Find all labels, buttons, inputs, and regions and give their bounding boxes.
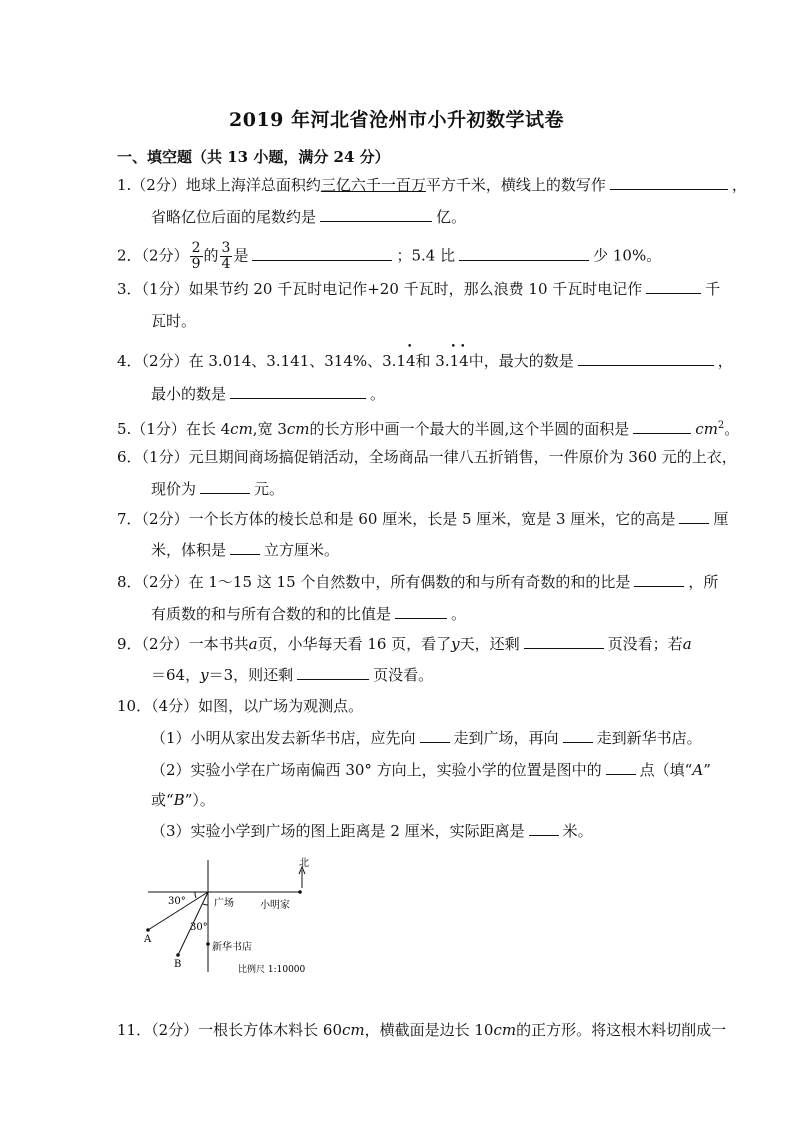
q9-line2-text: ＝64，	[151, 666, 201, 684]
q3-blank[interactable]	[646, 279, 701, 294]
question-10-part3	[151, 821, 593, 841]
square-label: 广场	[214, 898, 234, 909]
q5-end: 。	[724, 420, 740, 438]
q4-line2-end: 。	[370, 385, 386, 403]
q10-p1-text-3: 走到新华书店。	[596, 729, 702, 747]
repeating-digit: • 4	[459, 351, 469, 371]
point-b-dot	[176, 953, 180, 957]
q10-p2-quote: ”	[703, 761, 711, 779]
q7-unit: 厘	[713, 510, 729, 528]
q7-line2-end: 立方厘米。	[264, 541, 340, 559]
q1-text-2: 平方千米，横线上的数写作	[425, 176, 606, 194]
home-label: 小明家	[260, 900, 290, 911]
q5-blank[interactable]	[633, 419, 691, 434]
q2-tail: 少 10%。	[593, 246, 662, 265]
q10-p2-line2-text: 或“	[151, 791, 174, 809]
q9-var-a: a	[248, 635, 258, 653]
q10-blank-2[interactable]	[563, 728, 593, 743]
q4-blank-1[interactable]	[578, 351, 714, 366]
repeating-digit: • 4	[406, 351, 416, 371]
q11-unit-2: cm	[493, 1021, 517, 1039]
q11-text-3: 的正方形。将这根木料切削成一	[516, 1021, 727, 1039]
q4-and: 和 3.	[415, 352, 450, 370]
q10-option-a: A	[692, 761, 704, 779]
q10-blank-1[interactable]	[420, 728, 450, 743]
fraction-2-9	[190, 241, 203, 272]
angle-arc-2	[203, 904, 208, 905]
angle-label-1: 30°	[168, 896, 186, 907]
q1-blank-1[interactable]	[610, 175, 728, 190]
q4-line2-text: 最小的数是	[151, 385, 227, 403]
q2-blank-1[interactable]	[252, 246, 392, 261]
q4-text: 4．（2分）在 3.014、3.141、314%、3.1	[117, 352, 406, 370]
q9-text: 9．（2分）一本书共	[117, 635, 249, 653]
page-title: 2019 年河北省沧州市小升初数学试卷	[229, 109, 564, 131]
question-4-line2	[151, 384, 385, 404]
q6-line2-text: 现价为	[151, 480, 197, 498]
q10-p2-text: （2）实验小学在广场南偏西 30° 方向上，实验小学的位置是图中的	[151, 761, 602, 779]
section-heading: 一、填空题（共 13 小题，满分 24 分）	[117, 148, 390, 166]
q10-p2-line2-end: ”）。	[184, 791, 215, 809]
q3-unit: 千	[705, 280, 721, 298]
question-1-line2	[151, 207, 466, 227]
q5-text-3: 的长方形中画一个最大的半圆,这个半圆的面积是	[309, 420, 630, 438]
question-7	[117, 509, 728, 529]
question-8	[117, 572, 718, 592]
q10-p2-text-2: 点（填“	[639, 761, 693, 779]
question-7-line2	[151, 540, 339, 560]
q10-blank-4[interactable]	[529, 821, 559, 836]
q8-blank-1[interactable]	[634, 572, 684, 587]
question-11	[117, 1020, 726, 1040]
q1-comma: ，	[731, 176, 747, 194]
q9-var-y: y	[451, 635, 460, 653]
q3-text: 3．（1分）如果节约 20 千瓦时电记作+20 千瓦时，那么浪费 10 千瓦时电记作	[117, 280, 643, 298]
question-10: 10．（4分）如图，以广场为观测点。	[117, 697, 364, 715]
q10-p3-end: 米。	[562, 822, 593, 840]
q8-text: 8．（2分）在 1～15 这 15 个自然数中，所有偶数的和与所有奇数的和的比是	[117, 573, 631, 591]
point-a-label: A	[144, 934, 152, 945]
repeating-digit: • 1	[450, 351, 460, 371]
direction-figure	[140, 850, 340, 980]
question-9	[117, 634, 692, 654]
question-9-line2	[151, 665, 433, 685]
question-8-line2	[151, 604, 466, 624]
question-5	[117, 416, 739, 439]
q10-option-b: B	[173, 791, 185, 809]
q1-text: 1.（2分）地球上海洋总面积约	[117, 176, 321, 194]
q1-blank-2[interactable]	[320, 207, 432, 222]
q1-underlined-number: 三亿六千一百万	[320, 176, 426, 194]
q9-blank-2[interactable]	[297, 665, 369, 680]
question-4	[117, 351, 733, 371]
q6-line2-end: 元。	[254, 480, 285, 498]
q9-var-y-2: y	[200, 666, 209, 684]
scale-label: 比例尺 1:10000	[238, 965, 306, 975]
question-6: 6．（1分）元旦期间商场搞促销活动，全场商品一律八五折销售，一件原价为 360 元的上衣，	[117, 448, 737, 466]
question-10-part2	[151, 760, 711, 780]
q9-line2-text-2: ＝3，则还剩	[208, 666, 294, 684]
q4-blank-2[interactable]	[230, 384, 366, 399]
point-b-label: B	[174, 959, 182, 970]
north-label: 北	[299, 858, 309, 869]
question-2	[117, 241, 661, 272]
q9-text-4: 页没看；若	[607, 635, 683, 653]
bookstore-label: 新华书店	[212, 942, 252, 953]
q2-blank-2[interactable]	[459, 246, 589, 261]
q8-line2-end: 。	[451, 605, 467, 623]
question-1	[117, 175, 747, 195]
q8-line2-text: 有质数的和与所有合数的和的比值是	[151, 605, 392, 623]
q9-blank-1[interactable]	[524, 634, 604, 649]
q2-of: 的	[203, 246, 219, 265]
q5-text-2: ,宽 3	[252, 420, 287, 438]
q8-blank-2[interactable]	[395, 604, 447, 619]
home-dot	[298, 890, 302, 894]
q10-p1-text-2: 走到广场，再向	[453, 729, 559, 747]
q4-text-2: 中，最大的数是	[468, 352, 574, 370]
q11-unit-1: cm	[342, 1021, 365, 1039]
question-3-line2: 瓦时。	[151, 312, 197, 330]
q7-blank-2[interactable]	[230, 540, 260, 555]
q9-line2-end: 页没看。	[373, 666, 434, 684]
q8-text-2: ，所	[688, 573, 719, 591]
q7-text: 7．（2分）一个长方体的棱长总和是 60 厘米，长是 5 厘米，宽是 3 厘米，它的高是	[117, 510, 676, 528]
fraction-numerator: 2	[191, 240, 201, 256]
fraction-denominator: 4	[221, 256, 231, 272]
bookstore-dot	[206, 942, 210, 946]
fraction-3-4	[220, 241, 233, 272]
q11-text: 11．（2分）一根长方体木料长 60	[117, 1021, 342, 1039]
q4-comma: ，	[717, 352, 733, 370]
q6-blank[interactable]	[200, 479, 250, 494]
q7-blank-1[interactable]	[679, 509, 709, 524]
q9-var-a-2: a	[682, 635, 692, 653]
q1-line2-text: 省略亿位后面的尾数约是	[151, 208, 317, 226]
angle-arc-1	[195, 892, 196, 898]
q10-p1-text: （1）小明从家出发去新华书店，应先向	[151, 729, 416, 747]
q5-area-unit: cm	[695, 420, 718, 438]
question-10-part1	[151, 728, 702, 748]
q5-unit-2: cm	[286, 420, 310, 438]
q2-is: 是	[233, 246, 249, 265]
point-a-dot	[146, 928, 150, 932]
q5-superscript: 2	[717, 420, 725, 431]
q10-blank-3[interactable]	[606, 760, 636, 775]
q2-text-2: ；5.4 比	[396, 246, 456, 265]
question-3	[117, 279, 720, 299]
question-10-part2-line2	[151, 790, 215, 810]
q1-line2-end: 亿。	[436, 208, 467, 226]
q2-text: 2．（2分）	[117, 246, 189, 265]
q5-text: 5.（1分）在长 4	[117, 420, 231, 438]
q9-text-2: 页，小华每天看 16 页，看了	[257, 635, 452, 653]
q9-text-3: 天，还剩	[459, 635, 520, 653]
q10-p3-text: （3）实验小学到广场的图上距离是 2 厘米，实际距离是	[151, 822, 525, 840]
q5-unit-1: cm	[230, 420, 253, 438]
q11-text-2: ，横截面是边长 10	[364, 1021, 494, 1039]
question-6-line2	[151, 479, 284, 499]
fraction-numerator: 3	[221, 240, 231, 256]
fraction-denominator: 9	[191, 256, 201, 272]
q7-line2-text: 米，体积是	[151, 541, 227, 559]
angle-label-2: 30°	[190, 922, 208, 933]
